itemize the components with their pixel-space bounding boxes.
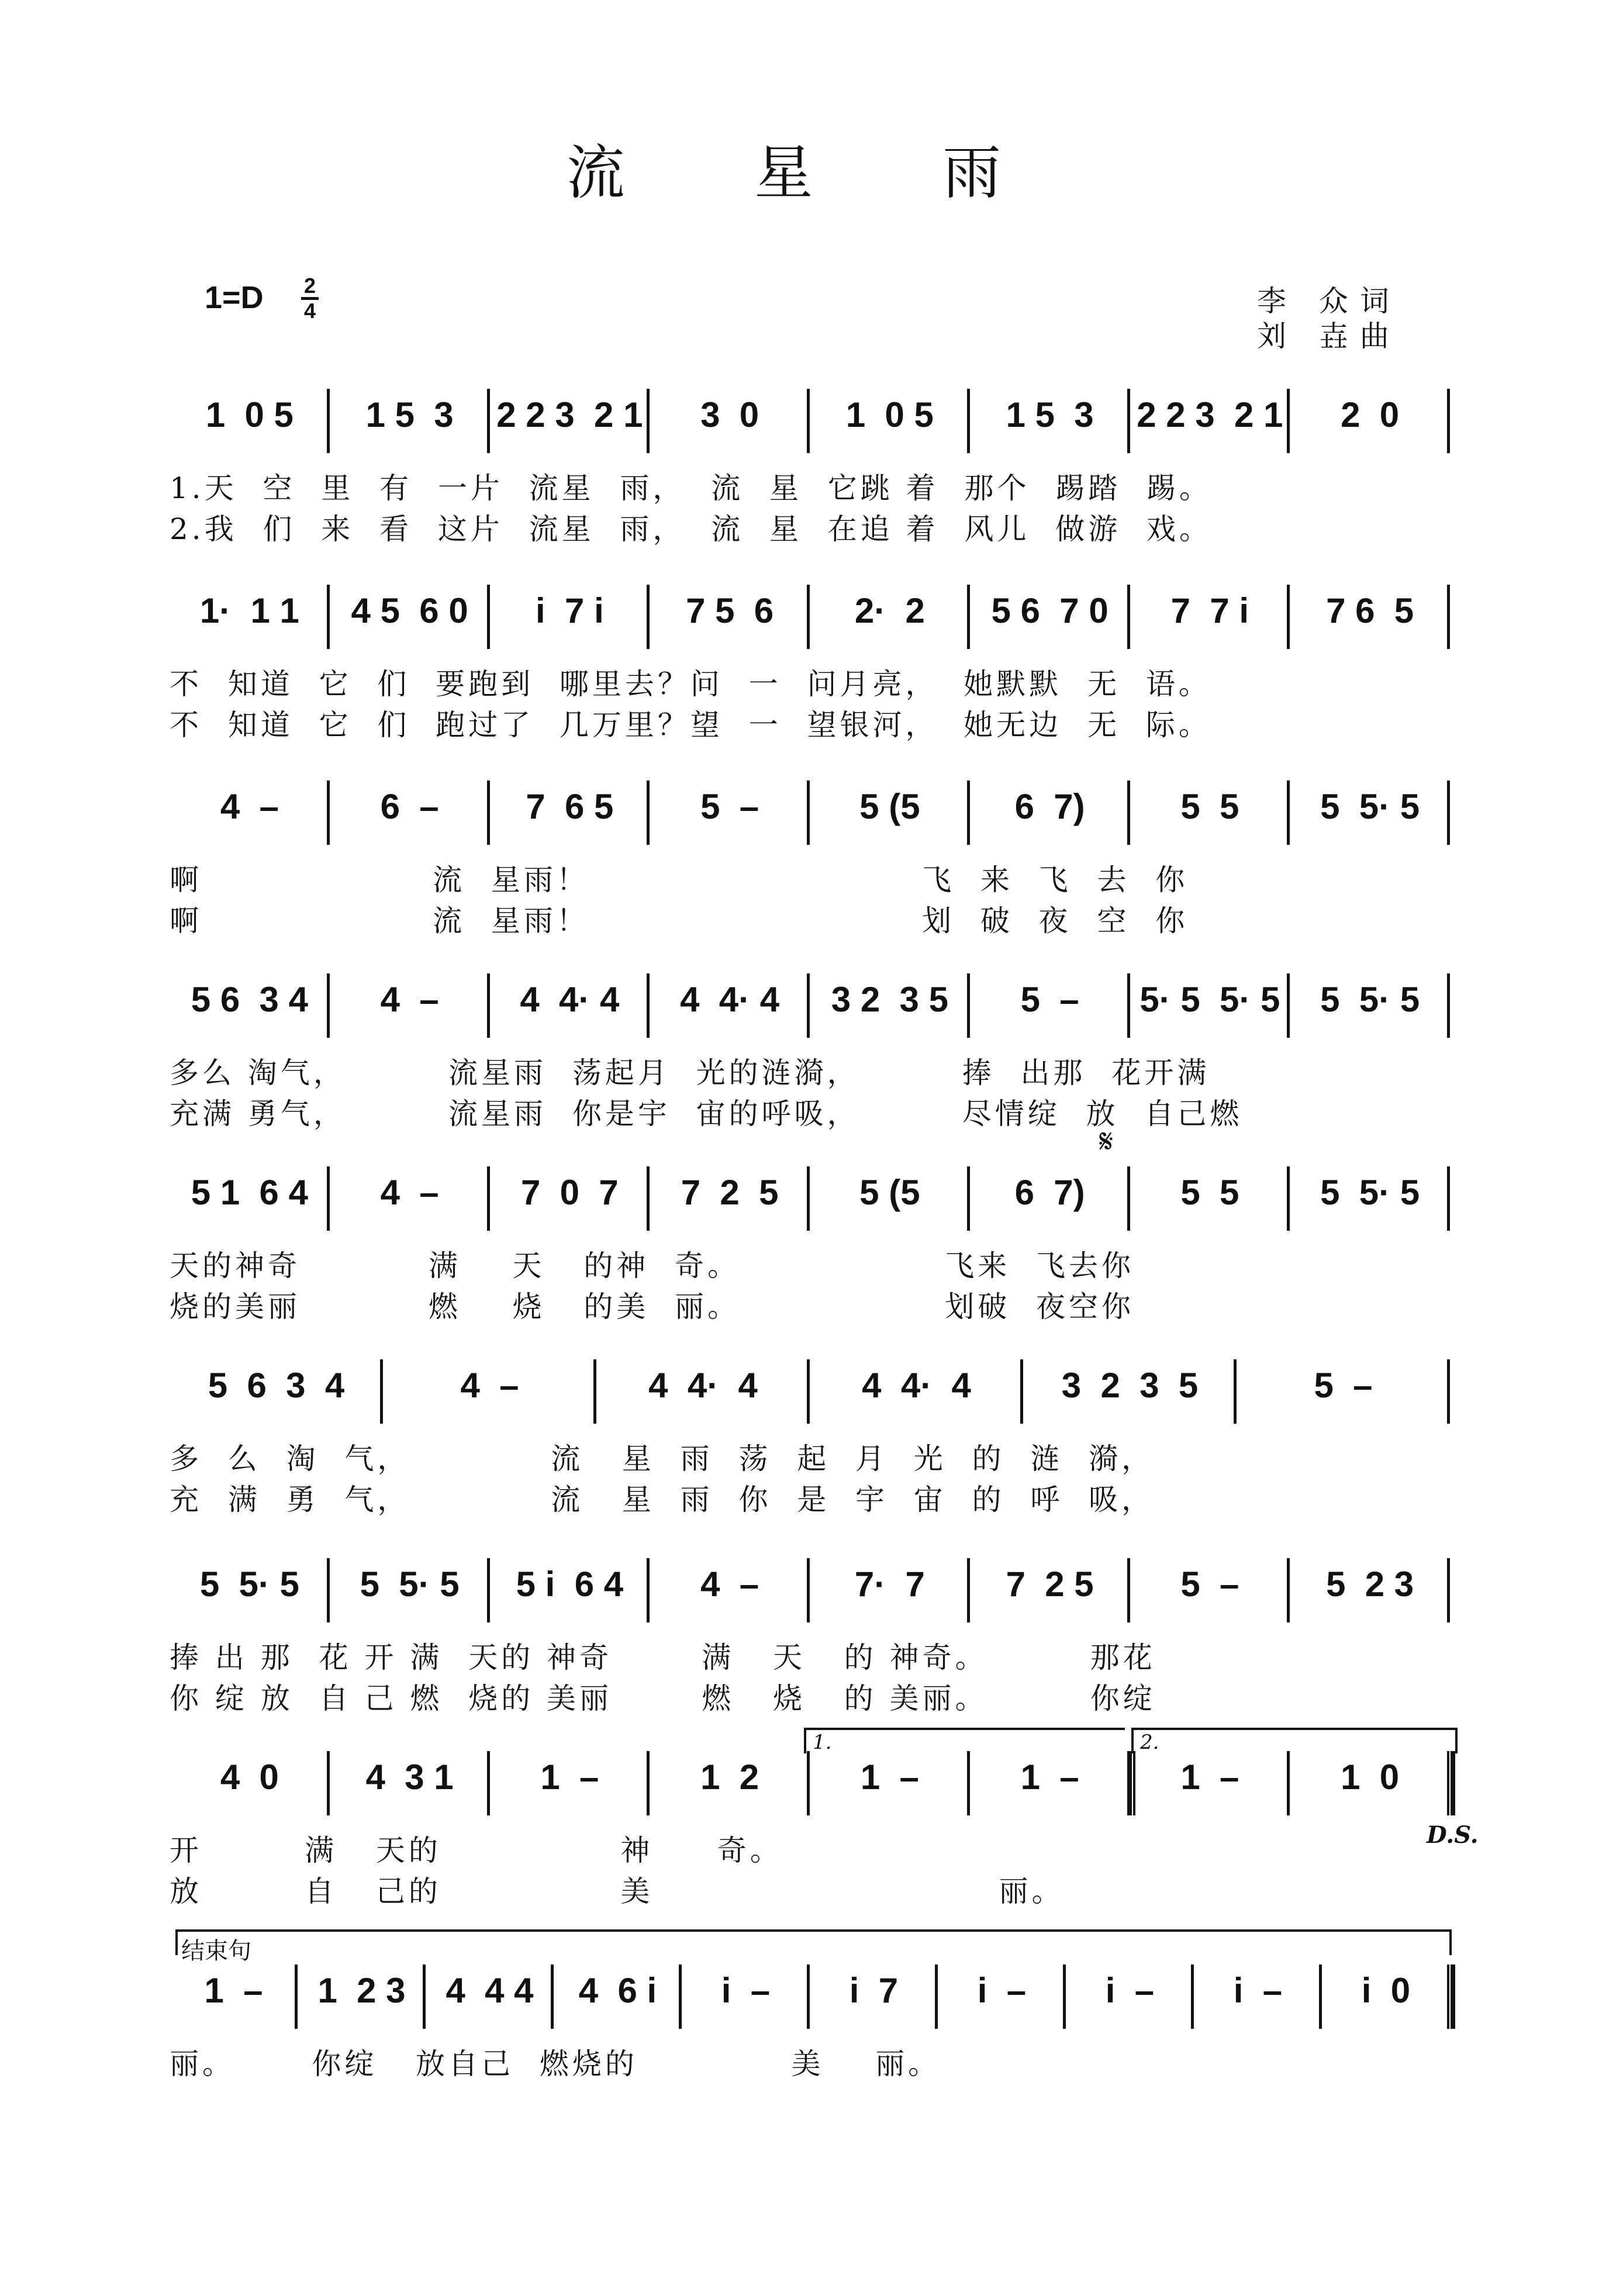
measure <box>298 1964 426 2029</box>
barline <box>1447 1166 1450 1231</box>
measure-notes: i 0 <box>1361 1971 1411 2010</box>
key-signature: 1=D <box>205 280 264 315</box>
staff-row <box>170 973 1450 1038</box>
measure <box>682 1964 810 2029</box>
measure <box>970 1751 1130 1815</box>
measure <box>383 1359 596 1424</box>
measure <box>1130 1166 1290 1231</box>
measure-notes: 1 – <box>860 1758 919 1797</box>
measure <box>1290 1751 1450 1815</box>
time-signature-top: 2 <box>303 274 316 298</box>
lyric-line: 充满 勇气， 流星雨 你是宇 宙的呼吸， 尽情绽 放 自己燃 <box>170 1097 1243 1131</box>
measure <box>170 1359 383 1424</box>
lyric-line: 1.天 空 里 有 一片 流星 雨， 流 星 它跳 着 那个 踢踏 踢。 <box>170 471 1213 505</box>
measure-notes: 6 – <box>380 787 439 826</box>
measure <box>1290 389 1450 453</box>
measure-notes: 5 5· 5 <box>1320 1173 1420 1212</box>
measure <box>810 781 970 845</box>
measure <box>330 781 490 845</box>
lyric-line: 你 绽 放 自 己 燃 烧的 美丽 燃 烧 的 美丽。 你绽 <box>170 1682 1156 1715</box>
measure-notes: 4 4· 4 <box>520 980 620 1019</box>
measure-notes: 4 – <box>460 1366 519 1405</box>
measure <box>170 1964 298 2029</box>
measure-notes: 4 – <box>700 1565 759 1604</box>
measure-notes: i – <box>721 1971 771 2010</box>
measure <box>490 1166 650 1231</box>
measure <box>170 585 330 649</box>
measure-notes: 5 i 6 4 <box>516 1565 624 1604</box>
staff-row <box>170 1964 1450 2029</box>
lyric-line: 不 知道 它 们 要跑到 哪里去？问 一 问月亮， 她默默 无 语。 <box>170 667 1211 701</box>
measure <box>810 1166 970 1231</box>
measure-notes: 5 5 <box>1180 1173 1239 1212</box>
measure-notes: 4 4· 4 <box>680 980 780 1019</box>
measure <box>490 973 650 1038</box>
measure-notes: 5 – <box>1180 1565 1239 1604</box>
measure-notes: 4 – <box>380 1173 439 1212</box>
measure-notes: 7 5 6 <box>686 591 774 630</box>
measure-notes: 2· 2 <box>854 591 925 630</box>
barline <box>1447 389 1450 453</box>
lyric-line: 丽。 你绽 放自己 燃烧的 美 丽。 <box>170 2047 941 2081</box>
lyric-line: 2.我 们 来 看 这片 流星 雨， 流 星 在追 着 风儿 做游 戏。 <box>170 512 1213 546</box>
measure-notes: 4 3 1 <box>365 1758 454 1797</box>
measure-notes: 1 5 3 <box>1006 395 1094 434</box>
measure-notes: 5· 5 5· 5 <box>1139 980 1280 1019</box>
measure-notes: 5 (5 <box>859 787 920 826</box>
measure-notes: 5 5· 5 <box>1320 787 1420 826</box>
measure-notes: 7 7 i <box>1170 591 1249 630</box>
barline <box>1447 1751 1455 1815</box>
measure-notes: 7 2 5 <box>681 1173 779 1212</box>
measure <box>170 1751 330 1815</box>
measure <box>1066 1964 1194 2029</box>
volta-second-label: 2. <box>1140 1731 1159 1754</box>
measure <box>970 781 1130 845</box>
measure-notes: 1 2 <box>700 1758 759 1797</box>
staff-row <box>170 1751 1450 1815</box>
measure <box>330 973 490 1038</box>
segno-sign: 𝄋 <box>1099 1123 1114 1161</box>
measure <box>1130 1558 1290 1622</box>
measure <box>170 973 330 1038</box>
measure <box>426 1964 554 2029</box>
measure-notes: 1 – <box>1020 1758 1079 1797</box>
measure <box>330 585 490 649</box>
measure <box>170 1166 330 1231</box>
staff-row <box>170 1166 1450 1231</box>
measure-notes: 7 2 5 <box>1006 1565 1094 1604</box>
measure <box>1130 585 1290 649</box>
measure-notes: 1 – <box>540 1758 599 1797</box>
measure-notes: 4 – <box>220 787 279 826</box>
measure <box>810 1964 938 2029</box>
lyric-line: 多 么 淘 气， 流 星 雨 荡 起 月 光 的 涟 漪， <box>170 1442 1155 1476</box>
measure <box>1130 389 1290 453</box>
measure-notes: i 7 i <box>536 591 604 630</box>
measure <box>330 389 490 453</box>
coda-label: 结束句 <box>181 1938 251 1964</box>
measure <box>330 1166 490 1231</box>
measure-notes: 1· 1 1 <box>199 591 299 630</box>
measure <box>1322 1964 1450 2029</box>
barline <box>1447 1964 1455 2029</box>
measure <box>970 1166 1130 1231</box>
measure-notes: 5 5· 5 <box>360 1565 460 1604</box>
measure-notes: 5 5 <box>1180 787 1239 826</box>
measure-notes: i – <box>1233 1971 1283 2010</box>
volta-first-label: 1. <box>813 1731 832 1754</box>
measure-notes: 2 2 3 2 1 <box>1137 395 1283 434</box>
staff-row <box>170 585 1450 649</box>
measure <box>650 1166 810 1231</box>
measure <box>490 781 650 845</box>
song-title: 流 星 雨 <box>566 139 1057 207</box>
lyric-line: 开 满 天的 神 奇。 <box>170 1834 783 1867</box>
lyric-line: 烧的美丽 燃 烧 的美 丽。 划破 夜空你 <box>170 1290 1135 1324</box>
lyric-line: 啊 流 星雨！ 划 破 夜 空 你 <box>170 904 1189 938</box>
measure <box>1023 1359 1237 1424</box>
measure-notes: 6 7) <box>1014 1173 1085 1212</box>
measure-notes: 4 – <box>380 980 439 1019</box>
measure-notes: 3 2 3 5 <box>831 980 948 1019</box>
measure <box>650 585 810 649</box>
measure <box>596 1359 810 1424</box>
measure-notes: 1 0 <box>1341 1758 1400 1797</box>
barline <box>1447 1359 1450 1424</box>
lyric-line: 天的神奇 满 天 的神 奇。 飞来 飞去你 <box>170 1249 1135 1283</box>
measure <box>1130 1751 1290 1815</box>
measure-notes: 6 7) <box>1014 787 1085 826</box>
measure <box>810 1558 970 1622</box>
measure-notes: 4 4· 4 <box>648 1366 758 1405</box>
measure <box>810 389 970 453</box>
measure-notes: 5 (5 <box>859 1173 920 1212</box>
composer-credit: 刘 壵曲 <box>1257 319 1401 353</box>
measure-notes: 5 5· 5 <box>199 1565 299 1604</box>
measure <box>650 389 810 453</box>
measure <box>650 781 810 845</box>
measure <box>650 1558 810 1622</box>
measure <box>1194 1964 1322 2029</box>
measure <box>490 585 650 649</box>
lyric-line: 啊 流 星雨！ 飞 来 飞 去 你 <box>170 863 1189 897</box>
measure-notes: 5 2 3 <box>1326 1565 1414 1604</box>
measure-notes: 1 – <box>204 1971 263 2010</box>
lyric-line: 充 满 勇 气， 流 星 雨 你 是 宇 宙 的 呼 吸， <box>170 1483 1155 1517</box>
staff-row <box>170 389 1450 453</box>
measure-notes: 5 – <box>1314 1366 1373 1405</box>
measure-notes: 5 6 3 4 <box>208 1366 345 1405</box>
measure-notes: 7 0 7 <box>520 1173 619 1212</box>
measure <box>810 585 970 649</box>
measure <box>330 1751 490 1815</box>
measure-notes: 5 5· 5 <box>1320 980 1420 1019</box>
barline <box>1447 1558 1450 1622</box>
measure-notes: 3 2 3 5 <box>1061 1366 1199 1405</box>
measure <box>1130 973 1290 1038</box>
measure-notes: 2 2 3 2 1 <box>496 395 643 434</box>
measure-notes: 5 6 3 4 <box>191 980 308 1019</box>
measure-notes: 4 0 <box>220 1758 279 1797</box>
measure <box>1290 1558 1450 1622</box>
measure-notes: 1 – <box>1180 1758 1239 1797</box>
measure-notes: 1 0 5 <box>205 395 293 434</box>
volta-second <box>1131 1728 1458 1753</box>
measure-notes: 7· 7 <box>854 1565 925 1604</box>
measure <box>554 1964 682 2029</box>
lyric-line: 放 自 己的 美 丽。 <box>170 1874 1065 1908</box>
measure <box>650 1751 810 1815</box>
measure-notes: 2 0 <box>1341 395 1400 434</box>
measure <box>810 973 970 1038</box>
measure-notes: 7 6 5 <box>526 787 614 826</box>
measure <box>490 389 650 453</box>
measure <box>1237 1359 1450 1424</box>
measure <box>938 1964 1066 2029</box>
measure <box>970 1558 1130 1622</box>
measure <box>1290 1166 1450 1231</box>
measure <box>1290 585 1450 649</box>
lyric-line: 多么 淘气， 流星雨 荡起月 光的涟漪， 捧 出那 花开满 <box>170 1056 1210 1090</box>
measure-notes: 3 0 <box>700 395 759 434</box>
measure-notes: 1 0 5 <box>845 395 934 434</box>
measure-notes: 1 5 3 <box>365 395 454 434</box>
measure <box>1290 781 1450 845</box>
measure-notes: 5 6 7 0 <box>991 591 1109 630</box>
measure-notes: i – <box>977 1971 1027 2010</box>
measure <box>170 781 330 845</box>
measure <box>490 1558 650 1622</box>
lyric-line: 不 知道 它 们 跑过了 几万里？望 一 望银河， 她无边 无 际。 <box>170 708 1211 742</box>
volta-first <box>804 1728 1125 1753</box>
measure-notes: 1 2 3 <box>317 1971 406 2010</box>
barline <box>1447 973 1450 1038</box>
measure-notes: 5 – <box>700 787 759 826</box>
coda-bracket <box>175 1929 1452 1955</box>
measure <box>330 1558 490 1622</box>
measure-notes: 7 6 5 <box>1326 591 1414 630</box>
measure-notes: i 7 <box>849 1971 899 2010</box>
measure-notes: i – <box>1105 1971 1155 2010</box>
measure <box>810 1359 1023 1424</box>
time-signature <box>301 275 319 322</box>
measure-notes: 4 4 4 <box>446 1971 534 2010</box>
measure <box>170 1558 330 1622</box>
staff-row <box>170 781 1450 845</box>
measure-notes: 4 5 6 0 <box>351 591 468 630</box>
measure <box>970 585 1130 649</box>
staff-row <box>170 1359 1450 1424</box>
measure <box>650 973 810 1038</box>
measure <box>970 973 1130 1038</box>
measure-notes: 4 6 i <box>578 1971 657 2010</box>
measure <box>1130 781 1290 845</box>
ds-marker: D.S. <box>1427 1821 1479 1849</box>
lyricist-credit: 李 众词 <box>1257 284 1401 318</box>
measure-notes: 5 1 6 4 <box>191 1173 308 1212</box>
lyric-line: 捧 出 那 花 开 满 天的 神奇 满 天 的 神奇。 那花 <box>170 1641 1156 1674</box>
time-signature-bottom: 4 <box>303 299 316 323</box>
barline <box>1447 781 1450 845</box>
staff-row <box>170 1558 1450 1622</box>
measure <box>170 389 330 453</box>
measure <box>970 389 1130 453</box>
measure <box>1290 973 1450 1038</box>
measure-notes: 5 – <box>1020 980 1079 1019</box>
measure <box>810 1751 970 1815</box>
measure <box>490 1751 650 1815</box>
barline <box>1447 585 1450 649</box>
measure-notes: 4 4· 4 <box>862 1366 971 1405</box>
